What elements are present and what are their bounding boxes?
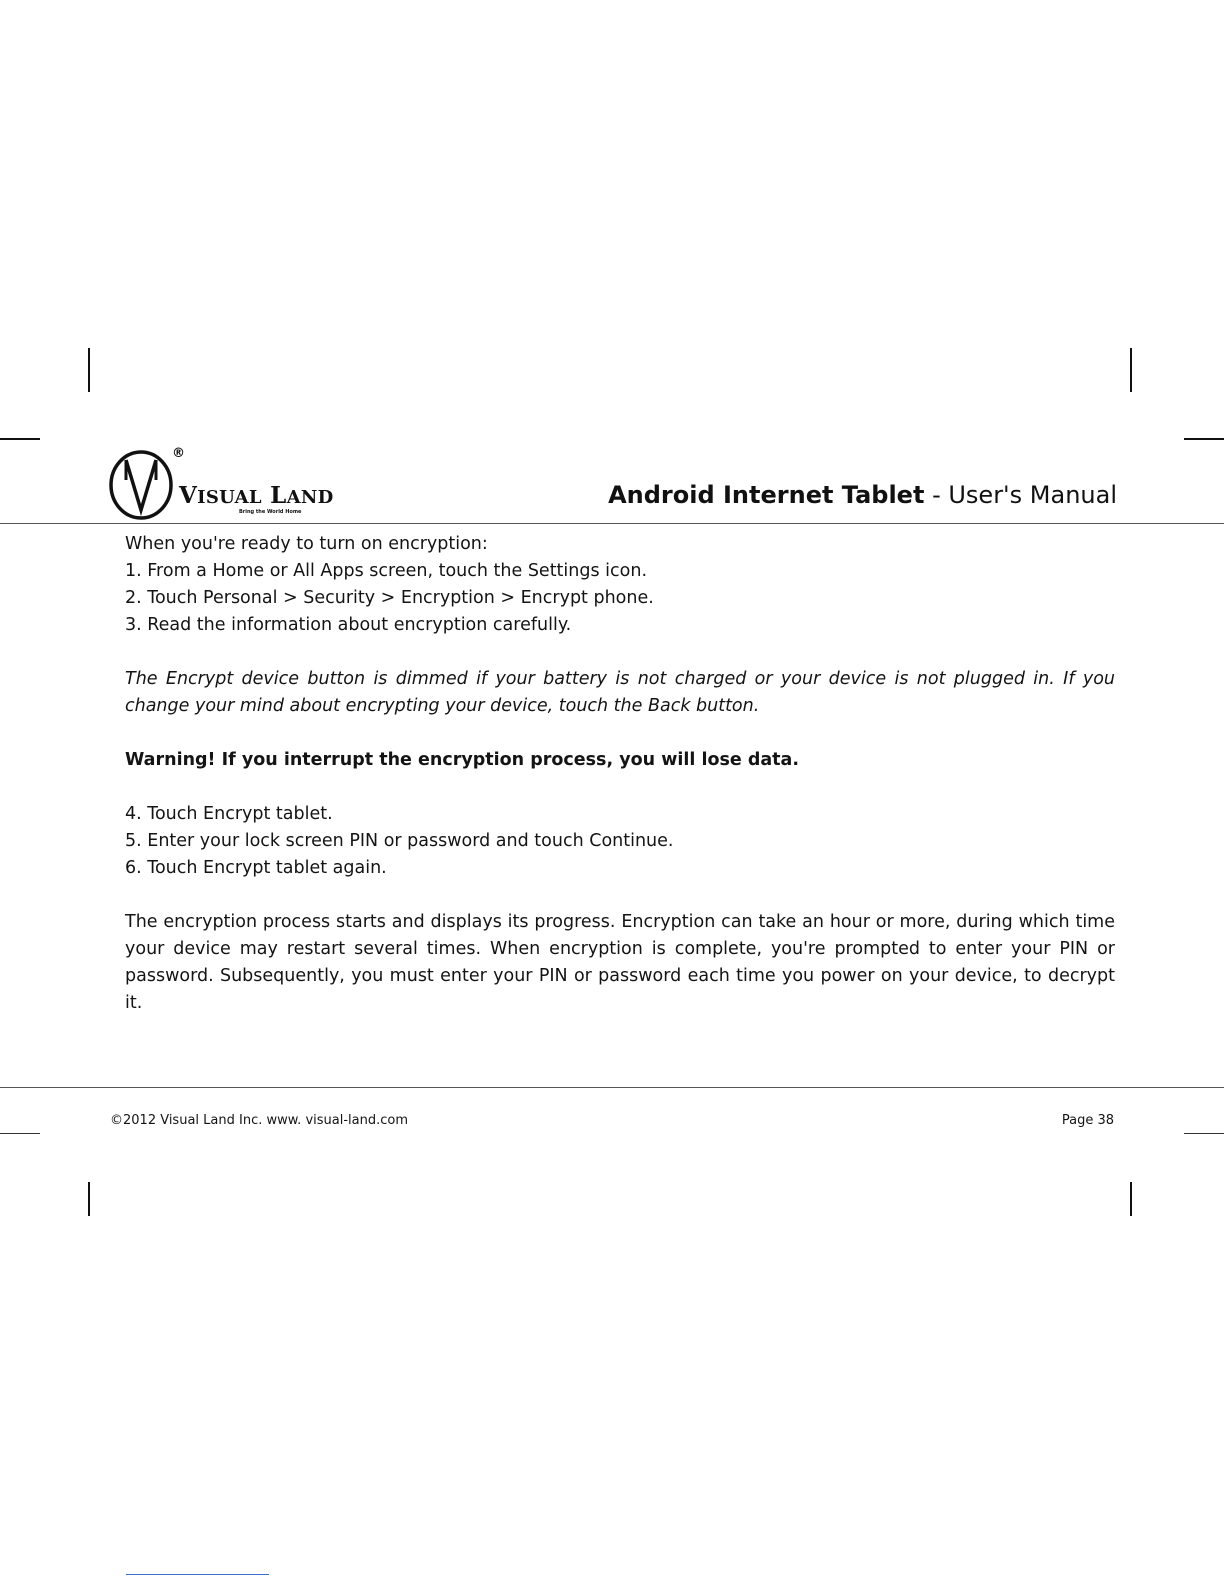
logo-letters-isual: ISUAL xyxy=(197,487,262,508)
intro-text: When you're ready to turn on encryption: xyxy=(125,534,488,554)
step-4: 4. Touch Encrypt tablet. xyxy=(125,804,333,824)
spacer xyxy=(125,774,1115,801)
visual-land-logo xyxy=(106,446,356,522)
crop-mark-top-right-horizontal xyxy=(1184,438,1224,440)
logo-letters-and: AND xyxy=(286,487,334,508)
step-5: 5. Enter your lock screen PIN or password and touch Continue. xyxy=(125,831,674,851)
step-6: 6. Touch Encrypt tablet again. xyxy=(125,858,387,878)
step-1: 1. From a Home or All Apps screen, touch the Settings icon. xyxy=(125,561,648,581)
header-title-rest: - User's Manual xyxy=(924,481,1117,509)
footer-page-number: Page 38 xyxy=(1061,1113,1114,1128)
spacer xyxy=(125,720,1115,747)
page-content xyxy=(125,531,1115,1017)
crop-mark-bottom-left-horizontal xyxy=(0,1133,40,1134)
footer-rule xyxy=(0,1087,1224,1088)
logo-letter-v: V xyxy=(179,482,198,509)
header-title-bold: Android Internet Tablet xyxy=(608,481,925,509)
crop-mark-top-left-horizontal xyxy=(0,438,40,440)
crop-mark-bottom-right-horizontal xyxy=(1184,1133,1224,1134)
step-3: 3. Read the information about encryption carefully. xyxy=(125,615,572,635)
logo-wordmark xyxy=(179,482,334,509)
crop-mark-top-left-vertical xyxy=(88,348,90,392)
spacer xyxy=(125,639,1115,666)
logo-tagline: Bring the World Home xyxy=(239,509,302,515)
crop-mark-bottom-left-vertical xyxy=(88,1182,90,1216)
logo-letter-l: L xyxy=(270,482,287,509)
step-2: 2. Touch Personal > Security > Encryption > Encrypt phone. xyxy=(125,588,654,608)
bottom-blue-line xyxy=(126,1574,269,1575)
crop-mark-top-right-vertical xyxy=(1130,348,1132,392)
page-header-title xyxy=(608,481,1117,509)
footer-copyright: ©2012 Visual Land Inc. www. visual-land.com xyxy=(110,1113,408,1128)
closing-paragraph: The encryption process starts and displays its progress. Encryption can take an hour or more, during which time your device may restart several times. When encryption is complete, you're prompted to enter your PIN or password. Subsequently, you must enter your PIN or password each time you power on your device, to decrypt it. xyxy=(125,912,1115,1013)
spacer xyxy=(125,882,1115,909)
registered-mark: ® xyxy=(172,446,185,461)
warning-text: Warning! If you interrupt the encryption process, you will lose data. xyxy=(125,750,800,770)
note-text: The Encrypt device button is dimmed if your battery is not charged or your device is not plugged in. If you change your mind about encrypting your device, touch the Back button. xyxy=(125,669,1115,716)
crop-mark-bottom-right-vertical xyxy=(1130,1182,1132,1216)
header-rule xyxy=(0,523,1224,524)
